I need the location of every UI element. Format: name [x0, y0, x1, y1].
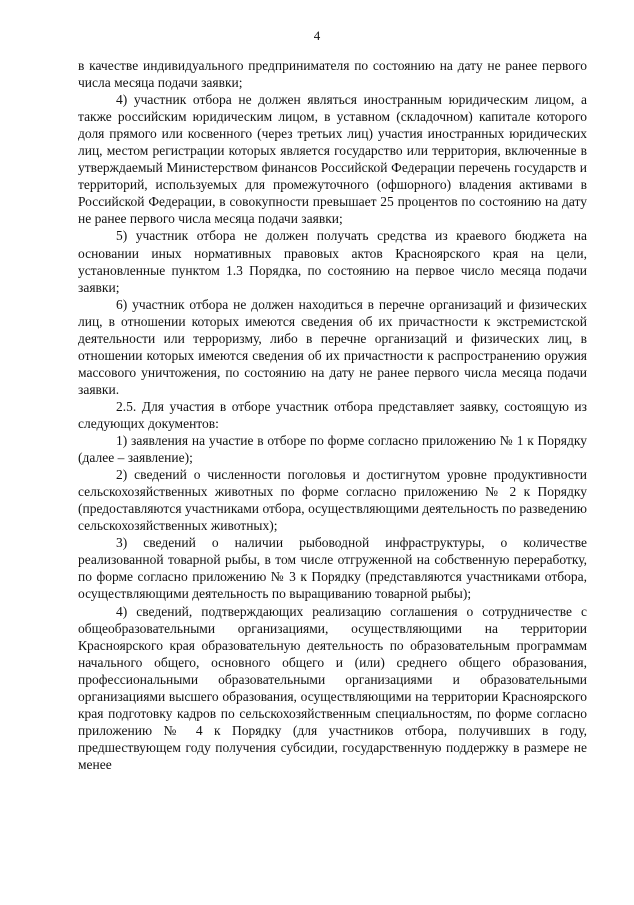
- paragraph-doc-1: 1) заявления на участие в отборе по форме согласно приложению № 1 к Порядку (далее – заявление);: [78, 433, 587, 466]
- paragraph-doc-3: 3) сведений о наличии рыбоводной инфраструктуры, о количестве реализованной товарной рыбы, в том числе отгруженной на собственную переработку, по форме согласно приложению № 3 к Порядку (представляются участниками отбора, осуществляющими деятельность по выращиванию товарной рыбы);: [78, 535, 587, 602]
- body-text: [78, 57, 587, 773]
- paragraph-doc-2: 2) сведений о численности поголовья и достигнутом уровне продуктивности сельскохозяйственных животных по форме согласно приложению № 2 к Порядку (предоставляются участниками отбора, осуществляющими деятельность по разведению сельскохозяйственных животных);: [78, 467, 587, 534]
- paragraph-item-4: 4) участник отбора не должен являться иностранным юридическим лицом, а также российским юридическим лицом, в уставном (складочном) капитале которого доля прямого или косвенного (через третьих лиц) участия иностранных юридических лиц, местом регистрации которых является государство или территория, включенные в утверждаемый Министерством финансов Российской Федерации перечень государств и территорий, используемых для промежуточного (офшорного) владения активами в Российской Федерации, в совокупности превышает 25 процентов по состоянию на дату не ранее первого числа месяца подачи заявки;: [78, 92, 587, 227]
- paragraph-continuation: в качестве индивидуального предпринимателя по состоянию на дату не ранее первого числа месяца подачи заявки;: [78, 58, 587, 91]
- page-number: 4: [313, 28, 321, 43]
- paragraph-section-2-5: 2.5. Для участия в отборе участник отбора представляет заявку, состоящую из следующих документов:: [78, 398, 587, 431]
- paragraph-item-6: 6) участник отбора не должен находиться в перечне организаций и физических лиц, в отношении которых имеются сведения об их причастности к экстремистской деятельности или терроризму, либо в перечне организаций и физических лиц, в отношении которых имеются сведения об их причастности к распространению оружия массового уничтожения, по состоянию на дату не ранее первого числа месяца подачи заявки.: [78, 296, 587, 397]
- paragraph-item-5: 5) участник отбора не должен получать средства из краевого бюджета на основании иных нормативных правовых актов Красноярского края на цели, установленные пунктом 1.3 Порядка, по состоянию на первое число месяца подачи заявки;: [78, 228, 587, 295]
- paragraph-doc-4: 4) сведений, подтверждающих реализацию соглашения о сотрудничестве с общеобразовательными организациями, осуществляющими на территории Красноярского края образовательную деятельность по образовательным программам начального общего, основного общего и (или) среднего общего образования, профессиональными образовательными организациями и образовательными организациями высшего образования, осуществляющими на территории Красноярского края подготовку кадров по сельскохозяйственным специальностям, по форме согласно приложению № 4 к Порядку (для участников отбора, получивших в году, предшествующем году получения субсидии, государственную поддержку в размере не менее: [78, 603, 587, 772]
